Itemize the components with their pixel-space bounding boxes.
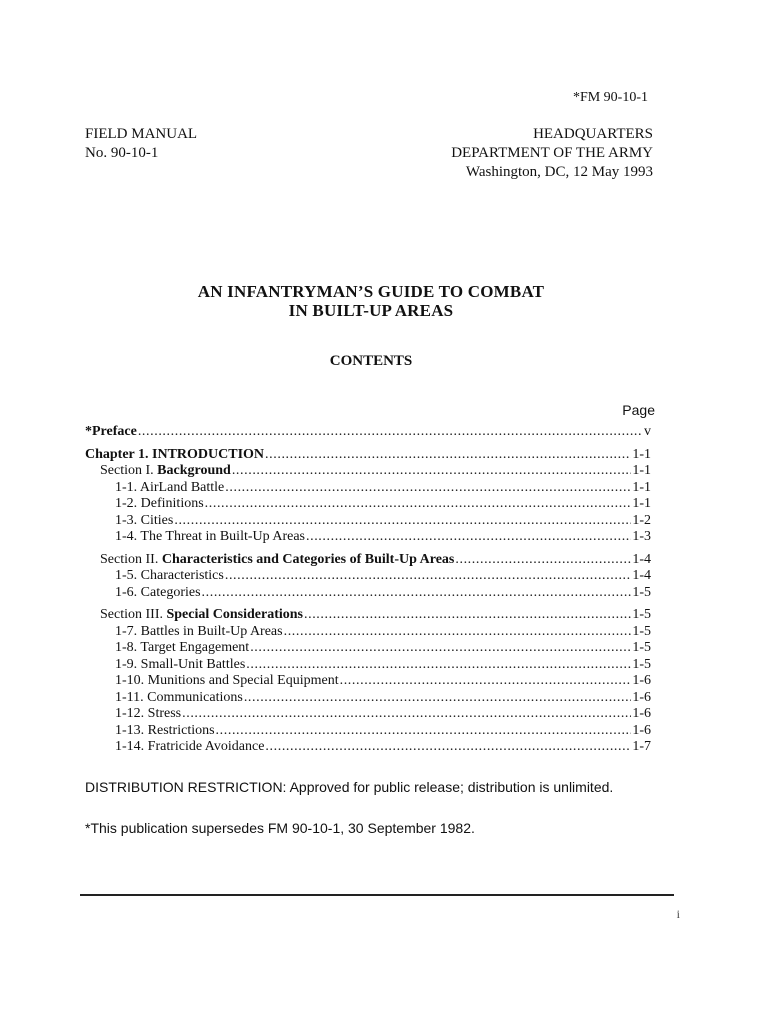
toc-label: 1-11. Communications: [115, 689, 243, 705]
headquarters-label: HEADQUARTERS: [533, 126, 653, 142]
toc-preface[interactable]: [85, 424, 651, 441]
leader-dots: [265, 739, 631, 755]
toc-page: 1-4: [632, 551, 651, 567]
page-number: i: [676, 907, 680, 921]
toc-label: 1-5. Characteristics: [115, 568, 224, 583]
toc-label: 1-13. Restrictions: [115, 722, 215, 738]
toc-item[interactable]: [85, 657, 651, 674]
toc-item[interactable]: [85, 723, 651, 740]
toc-label: 1-3. Cities: [115, 512, 174, 528]
contents-heading: CONTENTS: [329, 353, 413, 369]
leader-dots: [138, 424, 643, 440]
toc-prefix: Section I.: [100, 463, 154, 478]
toc-title: Background: [157, 463, 231, 478]
toc-item[interactable]: [85, 480, 651, 497]
department-label: DEPARTMENT OF THE ARMY: [451, 145, 653, 161]
toc-page: 1-7: [632, 739, 651, 754]
leader-dots: [284, 624, 632, 640]
toc-page: 1-5: [632, 623, 651, 639]
page-column-label: Page: [622, 402, 655, 418]
toc-page: v: [644, 424, 651, 439]
supersedes-note: *This publication supersedes FM 90-10-1, 30 September 1982.: [85, 820, 475, 836]
field-manual-label: FIELD MANUAL: [85, 126, 198, 142]
toc-label: 1-9. Small-Unit Battles: [115, 656, 246, 672]
leader-dots: [205, 496, 632, 512]
footer-rule: [80, 894, 674, 896]
toc-page: 1-5: [632, 607, 651, 622]
toc-label: 1-12. Stress: [115, 706, 182, 721]
toc-item[interactable]: [85, 739, 651, 756]
leader-dots: [216, 723, 632, 739]
toc-label: 1-10. Munitions and Special Equipment: [115, 673, 339, 688]
toc-title: Special Considerations: [166, 607, 303, 622]
toc-label: 1-2. Definitions: [115, 496, 204, 511]
toc-page: 1-5: [632, 656, 651, 672]
toc-item[interactable]: [85, 529, 651, 546]
leader-dots: [225, 480, 631, 496]
toc-label: 1-14. Fratricide Avoidance: [115, 739, 265, 754]
toc-page: 1-6: [632, 689, 651, 705]
toc-page: 1-1: [632, 463, 651, 478]
leader-dots: [340, 673, 632, 689]
leader-dots: [246, 657, 631, 673]
toc-page: 1-6: [632, 673, 651, 688]
toc-page: 1-2: [632, 512, 651, 528]
toc-label: 1-1. AirLand Battle: [115, 479, 225, 495]
toc-prefix: Section III.: [100, 607, 163, 622]
toc-title: Characteristics and Categories of Built-Up Areas: [161, 551, 455, 567]
toc-page: 1-4: [632, 568, 651, 583]
document-title: [0, 282, 742, 320]
title-line-2: IN BUILT-UP AREAS: [288, 301, 454, 320]
toc-page: 1-5: [632, 584, 651, 600]
header-right: [451, 125, 653, 182]
toc-item[interactable]: [85, 496, 651, 513]
toc-item[interactable]: [85, 690, 651, 707]
toc-item[interactable]: [85, 673, 651, 690]
leader-dots: [225, 568, 631, 584]
toc-page: 1-6: [632, 706, 651, 721]
toc-page: 1-3: [632, 529, 651, 544]
toc-title: INTRODUCTION: [152, 446, 265, 462]
distribution-restriction: DISTRIBUTION RESTRICTION: Approved for public release; distribution is unlimited.: [85, 779, 614, 795]
toc-section-1[interactable]: [85, 463, 651, 480]
toc-chapter-1[interactable]: [85, 447, 651, 464]
location-date: Washington, DC, 12 May 1993: [465, 164, 653, 180]
leader-dots: [232, 463, 632, 479]
toc-page: 1-1: [632, 479, 651, 495]
toc-item[interactable]: [85, 640, 651, 657]
leader-dots: [174, 513, 631, 529]
leader-dots: [455, 552, 631, 568]
leader-dots: [250, 640, 631, 656]
leader-dots: [265, 447, 631, 463]
leader-dots: [306, 529, 631, 545]
toc-item[interactable]: [85, 585, 651, 602]
toc-page: 1-5: [632, 640, 651, 655]
leader-dots: [304, 607, 631, 623]
toc-item[interactable]: [85, 706, 651, 723]
title-line-1: AN INFANTRYMAN’S GUIDE TO COMBAT: [197, 282, 545, 301]
toc-page: 1-6: [632, 722, 651, 738]
toc-page: 1-1: [632, 446, 651, 462]
leader-dots: [182, 706, 631, 722]
toc-label: *Preface: [85, 424, 137, 439]
toc-item[interactable]: [85, 624, 651, 641]
toc-prefix: Section II.: [100, 551, 159, 567]
fm-code: *FM 90-10-1: [572, 90, 648, 105]
toc-section-2[interactable]: [85, 552, 651, 569]
manual-number: No. 90-10-1: [85, 145, 159, 161]
header-left: [85, 125, 197, 163]
toc-label: 1-7. Battles in Built-Up Areas: [115, 623, 283, 639]
toc-label: 1-6. Categories: [115, 584, 201, 600]
table-of-contents: [85, 424, 651, 756]
toc-item[interactable]: [85, 513, 651, 530]
toc-page: 1-1: [632, 496, 651, 511]
toc-label: 1-4. The Threat in Built-Up Areas: [115, 529, 305, 544]
leader-dots: [244, 690, 632, 706]
toc-item[interactable]: [85, 568, 651, 585]
toc-prefix: Chapter 1.: [85, 446, 149, 462]
leader-dots: [202, 585, 632, 601]
toc-label: 1-8. Target Engagement: [115, 640, 250, 655]
toc-section-3[interactable]: [85, 607, 651, 624]
